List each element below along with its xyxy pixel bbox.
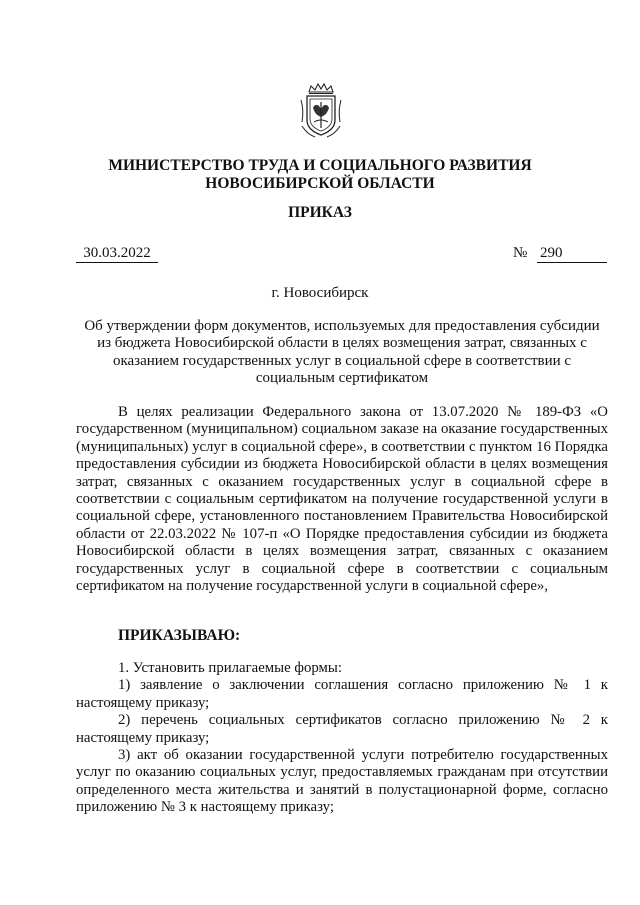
preamble-paragraph: В целях реализации Федерального закона от 13.07.2020 № 189-ФЗ «О государственном (муниципальном) социальном заказе на оказание государственных (муниципальных) услуг в социальной сфере», в соответствии с пунктом 16 Порядка предоставления субсидии из бюджета Новосибирской области в целях возмещения затрат, связанных с оказанием государственных услуг в социальной сфере в соответствии с социальным сертификатом на получение государственной услуги в социальной сфере, установленного постановлением Правительства Новосибирской области от 22.03.2022 № 107-п «О Порядке предоставления субсидии из бюджета Новосибирской области в целях возмещения затрат, связанных с оказанием государственных услуг в социальной сфере в соответствии с социальным сертификатом на получение государственной услуги в социальной сфере», (76, 404, 608, 595)
order-subject: Об утверждении форм документов, используемых для предоставления субсидии из бюджета Новосибирской области в целях возмещения затрат, связанных с оказанием государственных услуг в социальной сфере в соответствии с социальным сертификатом (84, 318, 600, 387)
number-sign: № (513, 245, 528, 261)
ministry-name-line-2: НОВОСИБИРСКОЙ ОБЛАСТИ (205, 175, 435, 192)
order-item: 3) акт об оказании государственной услуги потребителю государственных услуг по оказанию социальных услуг, предоставляемых гражданам при отсутствии определенного места жительства и занятий в полустационарной форме, согласно приложению № 3 к настоящему приказу; (76, 747, 608, 816)
document-type-title: ПРИКАЗ (288, 204, 352, 221)
order-number: 290 (537, 244, 607, 263)
novosibirsk-coat-of-arms-icon (298, 82, 344, 138)
order-item: 1. Установить прилагаемые формы: (118, 660, 342, 676)
city-line: г. Новосибирск (271, 285, 369, 301)
order-directive-word: ПРИКАЗЫВАЮ: (118, 627, 241, 644)
ministry-name-line-1: МИНИСТЕРСТВО ТРУДА И СОЦИАЛЬНОГО РАЗВИТИЯ (108, 157, 532, 174)
order-items (76, 660, 608, 817)
order-item: 1) заявление о заключении соглашения согласно приложению № 1 к настоящему приказу; (76, 677, 608, 711)
order-item: 2) перечень социальных сертификатов согласно приложению № 2 к настоящему приказу; (76, 712, 608, 746)
order-date: 30.03.2022 (76, 244, 158, 263)
